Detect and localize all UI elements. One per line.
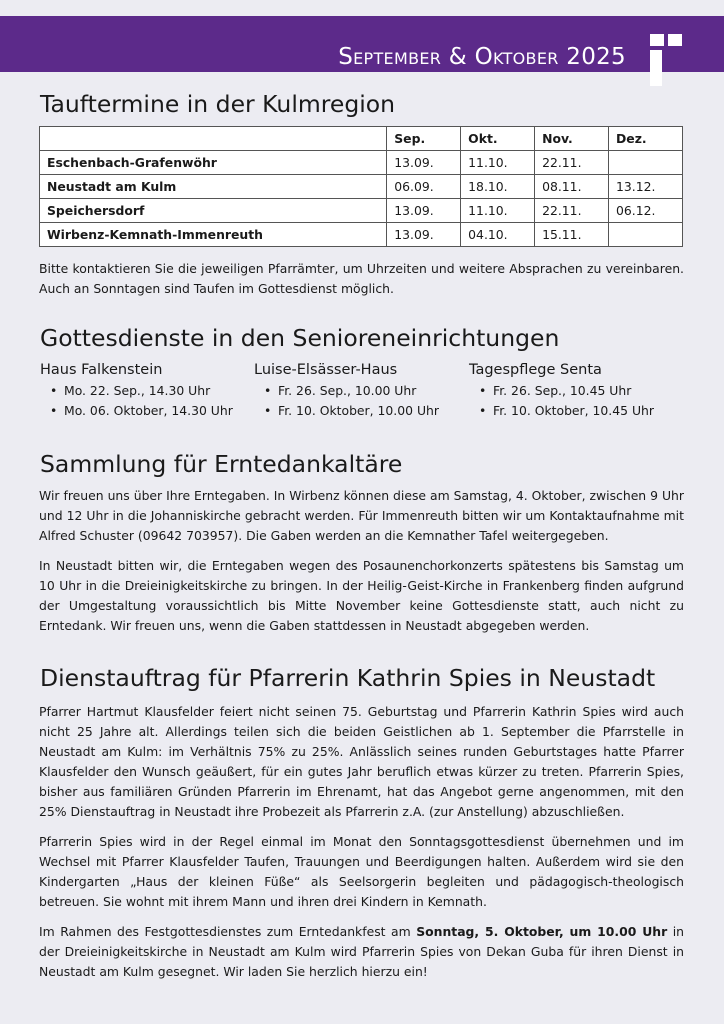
date-cell: 18.10. xyxy=(461,175,535,199)
senior-home-senta xyxy=(469,362,654,421)
place-cell: Eschenbach-Grafenwöhr xyxy=(40,151,387,175)
table-header-row xyxy=(40,127,683,151)
list-item: • Mo. 06. Oktober, 14.30 Uhr xyxy=(40,401,233,421)
date-cell: 15.11. xyxy=(535,223,609,247)
dienst-heading: Dienstauftrag für Pfarrerin Kathrin Spies in Neustadt xyxy=(40,664,656,692)
date-cell xyxy=(609,151,683,175)
dienst-paragraph-2: Pfarrerin Spies wird in der Regel einmal im Monat den Sonntagsgottesdienst übernehmen und im Wechsel mit Pfarrer Klausfelder Taufen, Trauungen und Beerdigungen halten. Außerdem wird sie den Kindergarten „Haus der kleinen Füße“ als Seelsorgerin begleiten und pädagogisch-theologisch betreuen. Sie wohnt mit ihrem Mann und ihren drei Kindern in Kemnath. xyxy=(39,834,684,909)
column-header: Okt. xyxy=(461,127,535,151)
date-cell: 06.12. xyxy=(609,199,683,223)
senior-home-elsaesser xyxy=(254,362,439,421)
senior-home-name: Haus Falkenstein xyxy=(40,362,163,378)
date-cell: 13.09. xyxy=(387,223,461,247)
date-cell: 13.09. xyxy=(387,199,461,223)
list-item: • Fr. 26. Sep., 10.45 Uhr xyxy=(469,381,654,401)
list-item: • Fr. 10. Oktober, 10.45 Uhr xyxy=(469,401,654,421)
tauf-heading: Tauftermine in der Kulmregion xyxy=(40,90,396,118)
ernte-paragraph-1: Wir freuen uns über Ihre Erntegaben. In Wirbenz können diese am Samstag, 4. Oktober, zwischen 9 Uhr und 12 Uhr in die Johanniskirche gebracht werden. Für Immenreuth bitten wir um Kontaktaufnahme mit Alfred Schuster (09642 703957). Die Gaben werden an die Kemnather Tafel weitergegeben. xyxy=(39,488,684,543)
date-cell: 04.10. xyxy=(461,223,535,247)
list-item: • Fr. 10. Oktober, 10.00 Uhr xyxy=(254,401,439,421)
bullet-icon: • xyxy=(50,403,58,418)
place-cell: Speichersdorf xyxy=(40,199,387,223)
list-item: • Mo. 22. Sep., 14.30 Uhr xyxy=(40,381,233,401)
senior-home-name: Luise-Elsässer-Haus xyxy=(254,362,398,378)
place-cell: Neustadt am Kulm xyxy=(40,175,387,199)
table-row xyxy=(40,199,683,223)
column-header xyxy=(40,127,387,151)
column-header: Nov. xyxy=(535,127,609,151)
date-cell: 08.11. xyxy=(535,175,609,199)
event-date-emphasis: Sonntag, 5. Oktober, um 10.00 Uhr xyxy=(416,924,668,939)
date-cell: 22.11. xyxy=(535,151,609,175)
bullet-icon: • xyxy=(50,383,58,398)
paragraph-text: Im Rahmen des Festgottesdienstes zum Erntedankfest am xyxy=(39,924,417,939)
issue-title: September & Oktober 2025 xyxy=(338,44,626,70)
church-logo xyxy=(648,32,686,80)
place-cell: Wirbenz-Kemnath-Immenreuth xyxy=(40,223,387,247)
date-cell: 11.10. xyxy=(461,199,535,223)
header-bar xyxy=(0,16,724,72)
date-cell: 22.11. xyxy=(535,199,609,223)
bullet-icon: • xyxy=(264,403,272,418)
baptism-table xyxy=(39,126,683,247)
senioren-heading: Gottesdienste in den Senioreneinrichtungen xyxy=(40,324,560,352)
column-header: Dez. xyxy=(609,127,683,151)
ernte-paragraph-2: In Neustadt bitten wir, die Erntegaben wegen des Posaunenchorkonzerts spätestens bis Samstag um 10 Uhr in die Dreieinigkeitskirche zu bringen. In der Heilig-Geist-Kirche in Frankenberg finden aufgrund der Umgestaltung voraussichtlich bis Mitte November keine Gottesdienste statt, auch nicht zu Erntedank. Wir freuen uns, wenn die Gaben stattdessen in Neustadt abgegeben werden. xyxy=(39,558,684,633)
table-row xyxy=(40,223,683,247)
senior-home-falkenstein xyxy=(40,362,233,421)
date-cell: 06.09. xyxy=(387,175,461,199)
tauf-note: Bitte kontaktieren Sie die jeweiligen Pfarrämter, um Uhrzeiten und weitere Absprachen zu vereinbaren. Auch an Sonntagen sind Taufen im Gottesdienst möglich. xyxy=(39,261,684,296)
table-row xyxy=(40,175,683,199)
column-header: Sep. xyxy=(387,127,461,151)
senior-home-name: Tagespflege Senta xyxy=(469,362,602,378)
list-item: • Fr. 26. Sep., 10.00 Uhr xyxy=(254,381,439,401)
date-cell: 13.12. xyxy=(609,175,683,199)
date-cell: 11.10. xyxy=(461,151,535,175)
date-cell: 13.09. xyxy=(387,151,461,175)
date-cell xyxy=(609,223,683,247)
bullet-icon: • xyxy=(264,383,272,398)
dienst-paragraph-1: Pfarrer Hartmut Klausfelder feiert nicht seinen 75. Geburtstag und Pfarrerin Kathrin Spies wird auch nicht 25 Jahre alt. Allerdings teilen sich die beiden Geistlichen ab 1. September die Pfarrstelle in Neustadt am Kulm: im Verhältnis 75% zu 25%. Anlässlich seines runden Geburtstages hatte Pfarrer Klausfelder den Wunsch geäußert, für ein gutes Jahr beruflich etwas kürzer zu treten. Pfarrerin Spies, bisher aus familiären Gründen Pfarrerin im Ehrenamt, hat das Angebot gerne angenommen, mit den 25% Dienstauftrag in Neustadt ihre Probezeit als Pfarrerin z.A. (zur Anstellung) abzuschließen. xyxy=(39,704,684,819)
bullet-icon: • xyxy=(479,383,487,398)
ernte-heading: Sammlung für Erntedankaltäre xyxy=(40,450,403,478)
dienst-paragraph-3 xyxy=(39,922,684,982)
table-row xyxy=(40,151,683,175)
bullet-icon: • xyxy=(479,403,487,418)
paragraph-text: in der Dreieinigkeitskirche in Neustadt am Kulm wird Pfarrerin Spies von Dekan Guba für ihren Dienst in Neustadt am Kulm gesegnet. Wir laden Sie herzlich hierzu ein! xyxy=(39,924,684,979)
